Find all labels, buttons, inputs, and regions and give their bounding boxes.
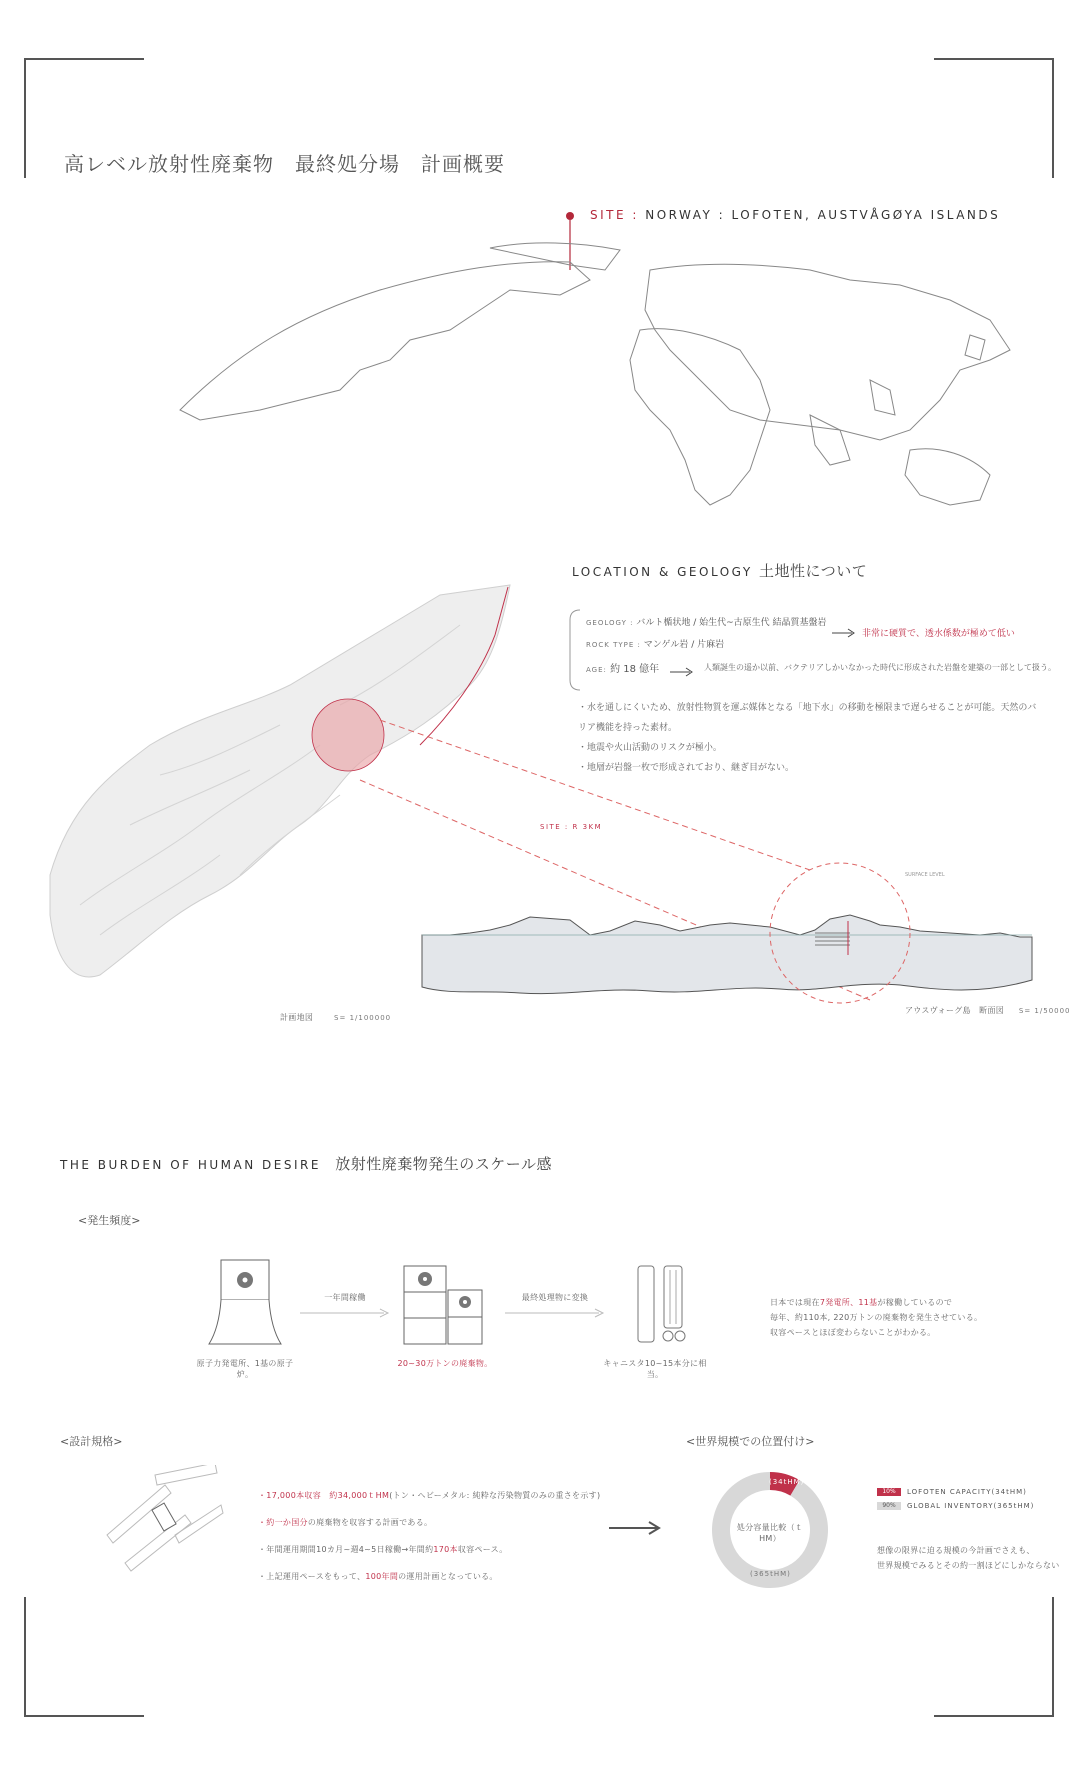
- process-arrow-2: [505, 1292, 605, 1322]
- age-arrow: [670, 662, 694, 681]
- donut-label-global: (365tHM): [750, 1570, 791, 1578]
- process-arrow-2-label: 最終処理物に変換: [521, 1293, 589, 1302]
- legend-item-lofoten: [877, 1488, 1034, 1496]
- permeability-note: 非常に硬質で、透水係数が極めて低い: [862, 629, 1015, 639]
- world-map: [150, 240, 1020, 530]
- rock-type-value: マンゲル岩 / 片麻岩: [643, 640, 725, 650]
- japan-summary-pre: 日本では現在: [770, 1298, 820, 1307]
- location-title-jp: 土地性について: [759, 562, 868, 580]
- global-note: [877, 1543, 1060, 1573]
- geology-key: GEOLOGY :: [586, 619, 634, 627]
- waste-caption: 20~30万トンの廃棄物。: [397, 1359, 493, 1368]
- donut-center-label: 処分容量比較（ｔHM）: [736, 1523, 804, 1543]
- burden-title-en: THE BURDEN OF HUMAN DESIRE: [60, 1158, 321, 1172]
- design-spec-2-note: の廃棄物を収容する計画である。: [307, 1518, 433, 1527]
- japan-summary-post: が稼働しているので: [877, 1298, 953, 1307]
- permeability-arrow: [832, 623, 856, 642]
- reactor-caption: 原子力発電所、1基の原子炉。: [196, 1359, 294, 1379]
- geology-bullet: ・地震や火山活動のリスクが極小。: [578, 743, 722, 753]
- page-title: 高レベル放射性廃棄物 最終処分場 計画概要: [64, 152, 505, 176]
- design-heading: <設計規格>: [60, 1435, 123, 1448]
- japan-summary-line-1: [770, 1295, 982, 1310]
- japan-summary-line-2: 毎年、約110本, 220万トンの廃棄物を発生させている。: [770, 1313, 983, 1322]
- design-spec-1-capacity: ・17,000本収容 約34,000ｔHM: [258, 1491, 390, 1500]
- legend-label-lofoten: LOFOTEN CAPACITY(34tHM): [907, 1488, 1027, 1496]
- barrels-icon: [400, 1262, 486, 1348]
- section-note: SURFACE LEVEL: [905, 872, 945, 878]
- site-prefix: SITE :: [590, 208, 646, 222]
- design-spec-3-post: 収容ペース。: [457, 1545, 508, 1554]
- design-spec-3-rate: 170本: [433, 1545, 458, 1554]
- design-specs: [258, 1482, 600, 1590]
- burden-title-jp: 放射性廃棄物発生のスケール感: [335, 1155, 552, 1173]
- burden-section-title: [60, 1153, 552, 1174]
- design-spec-2: [258, 1509, 600, 1536]
- section-map-label: [905, 1005, 1071, 1016]
- geology-bracket: [568, 608, 582, 692]
- global-heading: <世界規模での位置付け>: [686, 1435, 815, 1448]
- reactor-icon: [205, 1258, 285, 1348]
- legend-swatch-global: 90%: [877, 1502, 901, 1510]
- japan-summary-count: 7発電所、11基: [819, 1298, 878, 1307]
- age-note: 人類誕生の遥か以前、バクテリアしかいなかった時代に形成された岩盤を建築の一部として扱う。: [704, 663, 1056, 672]
- donut-label-lofoten: (34tHM): [769, 1478, 805, 1486]
- age-value: 約 18 億年: [610, 664, 660, 675]
- process-arrow-1: [300, 1292, 390, 1322]
- frame-corner-bottom-left: [24, 1597, 144, 1717]
- design-spec-1-note: (トン・ヘビーメタル: 純粋な汚染物質のみの重さを示す): [389, 1491, 601, 1500]
- geology-row: [586, 615, 827, 628]
- canister-icon: [632, 1262, 692, 1344]
- rock-type-row: [586, 637, 724, 650]
- geology-bullet: ・地層が岩盤一枚で形成されており、継ぎ目がない。: [578, 763, 795, 773]
- design-spec-4: [258, 1563, 600, 1590]
- location-title-en: LOCATION & GEOLOGY: [572, 565, 753, 579]
- legend-swatch-lofoten: 10%: [877, 1488, 901, 1496]
- global-note-line-1: 想像の限界に迫る規模の今計画でさえも、: [877, 1546, 1035, 1555]
- legend-label-global: GLOBAL INVENTORY(365tHM): [907, 1502, 1035, 1510]
- geology-value: バルト楯状地 / 始生代~古原生代 結晶質基盤岩: [636, 618, 827, 628]
- age-row: [586, 660, 659, 675]
- geology-bullet: ・水を通しにくいため、放射性物質を運ぶ媒体となる「地下水」の移動を極限まで遅らせることが可能。天然のバリア機能を持った素材。: [578, 703, 1037, 733]
- site-label: [590, 208, 1000, 222]
- design-spec-4-post: の運用計画となっている。: [398, 1572, 498, 1581]
- location-section-title: [572, 560, 867, 581]
- rock-type-key: ROCK TYPE :: [586, 641, 641, 649]
- comparison-arrow-icon: [607, 1520, 663, 1536]
- age-key: AGE:: [586, 666, 607, 674]
- design-spec-2-scope: ・約一か国分: [258, 1518, 308, 1527]
- site-radius-label: SITE : R 3KM: [540, 823, 603, 831]
- global-note-line-2: 世界規模でみるとその約一割ほどにしかならない: [877, 1561, 1060, 1570]
- section-label: アウスヴォーグ島 断面図: [905, 1006, 1005, 1015]
- design-spec-1: [258, 1482, 600, 1509]
- frequency-heading: <発生頻度>: [78, 1214, 141, 1227]
- canister-caption: キャニスタ10~15本分に相当。: [603, 1359, 707, 1379]
- site-name: NORWAY : LOFOTEN, AUSTVÅGØYA ISLANDS: [645, 208, 1001, 222]
- section-scale: S= 1/50000: [1018, 1007, 1071, 1015]
- design-spec-3: [258, 1536, 600, 1563]
- plan-label: 計画地図: [280, 1013, 314, 1022]
- legend-item-global: [877, 1502, 1034, 1510]
- facility-plan-icon: [105, 1465, 225, 1575]
- japan-summary-line-3: 収容ペースとほぼ変わらないことがわかる。: [770, 1328, 936, 1337]
- frame-corner-top-right: [934, 58, 1054, 178]
- japan-summary: [770, 1295, 982, 1340]
- design-spec-4-pre: ・上記運用ペースをもって、: [258, 1572, 366, 1581]
- frame-corner-bottom-right: [934, 1597, 1054, 1717]
- plan-scale: S= 1/100000: [334, 1014, 392, 1022]
- process-arrow-1-label: 一年間稼働: [324, 1293, 366, 1302]
- design-spec-4-duration: 100年間: [365, 1572, 399, 1581]
- chart-legend: [877, 1488, 1034, 1510]
- design-spec-3-pre: ・年間運用期間10カ月~週4~5日稼働→年間約: [258, 1545, 434, 1554]
- plan-map-label: [280, 1012, 391, 1023]
